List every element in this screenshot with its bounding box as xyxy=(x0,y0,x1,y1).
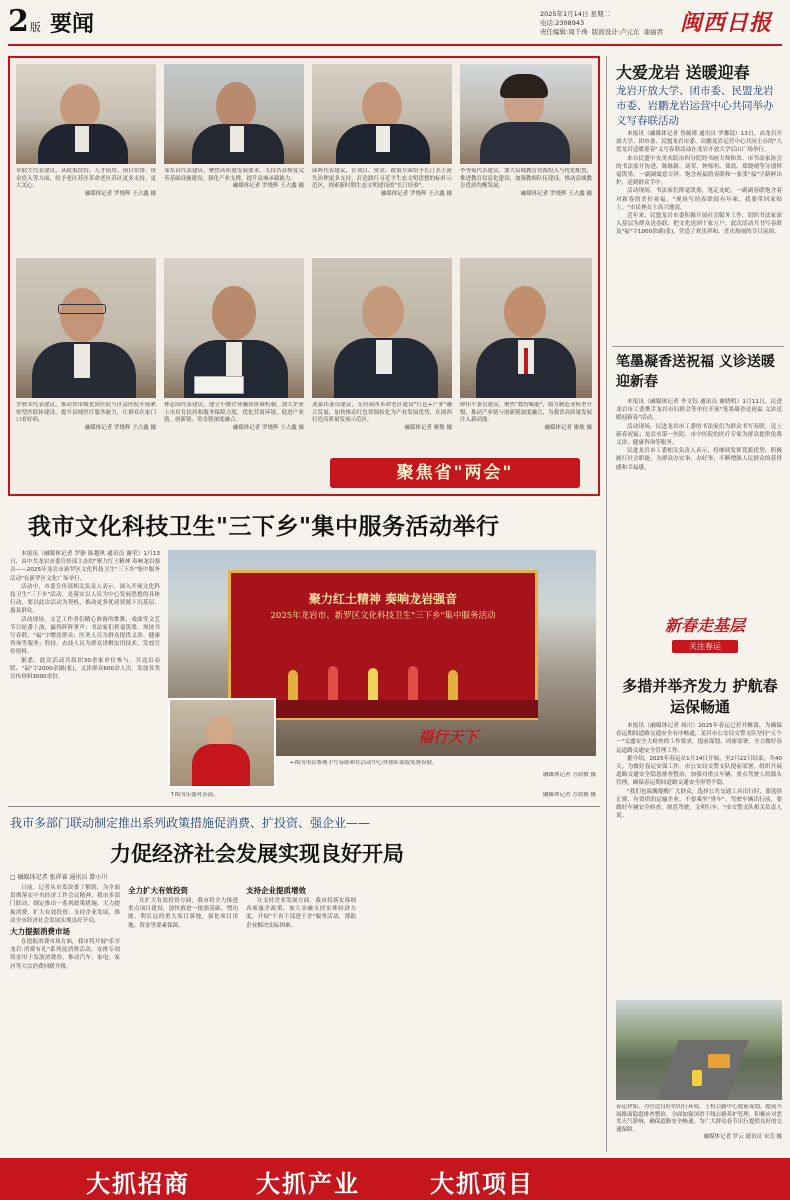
economy-col-2 xyxy=(128,884,238,1152)
delegate-caption-7 xyxy=(312,402,452,454)
inset-photo xyxy=(168,698,276,788)
delegate-caption-3 xyxy=(312,168,452,252)
delegate-photo-1 xyxy=(16,64,156,164)
masthead-logo: 闽西日报 xyxy=(680,10,773,36)
page-number-value: 2 xyxy=(8,4,29,39)
page-number xyxy=(8,4,94,39)
header-phone: 电话:2308943 xyxy=(540,19,585,27)
story3-title: 多措并举齐发力 护航春运保畅通 xyxy=(622,677,778,716)
story3-paragraph: "我们也温馨提醒广大群众，选择公共交通工具出行时，要选择正规、有资质的运输企业，不要乘坐"黑车"。驾驶车辆出行前，要做好车辆安全检查，规范驾驶，文明行车。"市交警支队相关负责人说。 xyxy=(616,788,782,820)
economy-paragraph: 日前，记者从市发改委了解到，为全面贯彻落实中央经济工作会议精神，我市多部门联动，制定推出一系列政策措施，大力提振消费、扩大有效投资、支持企业发展，推动全市经济社会发展实现良好开局。 xyxy=(10,885,120,924)
spring-tag-sub: 关注春运 xyxy=(672,640,738,653)
caption-text: 邹东昌代表建议，聚焦高质量发展要求，支持各县恢复完善基础设施建设，强化产业支撑，提升县城承载能力。 xyxy=(164,168,304,182)
economy-paragraph: 在扩大有效投资方面，我市将全力推进重点项目建设，加快推进一批强基础、增功能、利长远的重大项目落地，强化项目用地、资金等要素保障。 xyxy=(128,898,238,929)
caption-byline: 融媒体记者 罗烧辉 王占鑫 摄 xyxy=(380,190,452,197)
economy-subhead: 全力扩大有效投资 xyxy=(128,886,188,895)
road-photo xyxy=(616,1000,782,1100)
header-editor: 责任编辑:周千珠 xyxy=(540,28,588,36)
footer-slogan-3: 大抓项目 xyxy=(430,1169,534,1198)
divider xyxy=(612,346,784,347)
section-title: 要闻 xyxy=(49,11,94,37)
delegate-photo-8 xyxy=(460,258,592,398)
caption-text: 廖伟平委员建议，聚焦"数智赋能"，助力制造业转型升级，推动产业链与创新链深度融合，为我省高质量发展注入新动能。 xyxy=(460,402,592,424)
delegate-photo-2 xyxy=(164,64,304,164)
header-proofreader: 谢丽君 xyxy=(643,28,664,36)
stage-banner-line2: 2025年龙岩市、新罗区文化科技卫生"三下乡"集中服务活动 xyxy=(270,611,496,621)
caption-byline: 融媒体记者 罗烧辉 王占鑫 摄 xyxy=(520,190,592,197)
caption-byline: 融媒体记者 罗烧辉 王占鑫 摄 xyxy=(84,190,156,197)
main-paragraph: 据悉，此次活动共组织30余家单位参与，共送出春联、"福"字2000余副(张)，义诊群众600余人次，发放各类宣传资料3000余份。 xyxy=(10,657,160,681)
story1-paragraph: 来自民盟中央美术院市四分院的书画大师和省、市书法家协会的书法家开协进、陈继新、刘荣、钟炼明、郑晨、郑晓晴等分别挥毫泼墨，一副副寓意吉祥、饱含祝福的春联和一张张"福"字新鲜出炉，送到群众手中。 xyxy=(616,155,782,187)
road-photo-caption xyxy=(616,1104,782,1156)
economy-title: 力促经济社会发展实现良好开局 xyxy=(110,841,404,866)
caption-byline: 融媒体记者 姬敏 摄 xyxy=(544,424,592,431)
caption-text: 章联生代表建议，从政策扶持、人才使用、项目安排、资金投入等方面，给予老区苏区革命老区苏区更多支持、更大关心。 xyxy=(16,168,156,190)
story3-paragraph: 本报讯（融媒体记者 周川）2025年春运已拉开帷幕，为确保春运期间道路交通安全有序畅通，龙岩市公安局交警支队坚持"五个一"交通安全大检查的工作要求，提前谋划、周密部署，全力做好春运道路交通安全管理工作。 xyxy=(616,723,782,754)
delegate-caption-6 xyxy=(164,402,304,490)
economy-col-3 xyxy=(246,884,356,1152)
stage-banner-line1: 聚力红土精神 奏响龙岩强音 xyxy=(308,592,458,606)
economy-paragraph: 在提振消费市场方面，我市将开展"乐享龙岩·消费有礼"系列促消费活动，安排专项资金用于发放消费券，推动汽车、家电、家居等大宗消费回暖升级。 xyxy=(10,939,120,970)
caption-byline: 融媒体记者 姬敏 摄 xyxy=(404,424,452,431)
road-caption-byline: 融媒体记者 罗云 通讯员 宋芳 摄 xyxy=(703,1134,782,1141)
page-number-unit: 版 xyxy=(29,21,41,34)
stage-photo-caption: ←图为市民参观手写春联和在活动中心外排队领取免费春联。 xyxy=(290,760,438,766)
stage-sign-right: 福行天下 xyxy=(418,728,479,746)
economy-subhead: 支持企业提质增效 xyxy=(246,886,306,895)
column-divider xyxy=(606,56,607,1152)
story2-paragraph: 本报讯（融媒体记者 李文钰 通讯员 谢晓明）1月11日，民进龙岩市工委携手龙岩市妇联会等单位开展"笔墨凝香送祝福 义诊送暖迎新春"活动。 xyxy=(616,399,782,422)
inset-photo-byline: 融媒体记者 方晨敏 摄 xyxy=(543,792,596,798)
page-header xyxy=(0,0,790,50)
story2-paragraph: 民进龙岩市工委相关负责人表示，将继续发挥党派优势，积极履行社会职能，为群众办实事、办好事，不断增强人民群众的获得感和幸福感。 xyxy=(616,448,782,471)
story3-paragraph: 据介绍，2025年春运从1月14日开始，至2月22日结束，共40天。为做好春运安保工作，市公安局交警支队提前部署，组织开展道路交通安全隐患排查整治，加强对重点车辆、重点驾驶人的源头管理，确保春运期间道路交通安全形势平稳。 xyxy=(616,755,782,787)
caption-byline: 融媒体记者 罗烧辉 王占鑫 摄 xyxy=(84,424,156,431)
delegate-caption-1 xyxy=(16,168,156,252)
inset-caption: ↑图为乐器对表演。 xyxy=(170,792,219,798)
main-paragraph: 本报讯（融媒体记者 罗静 陈越琪 通讯员 谢荣）1月13日，由中共龙岩市委宣传部主办的"聚力红土精神 奏响龙岩强音——2025年龙岩市新罗区文化科技卫生"三下乡"集中服务活动"在新罗区文化广场举行。 xyxy=(10,551,160,582)
story1-title: 大爱龙岩 送暖迎春 xyxy=(616,63,750,82)
story1-subtitle: 龙岩开放大学、团市委、民盟龙岩市委、岩鹏龙岩运营中心共同举办义写春联活动 xyxy=(616,85,774,127)
main-paragraph: 活动现场，文艺工作者们精心准备的歌舞、戏曲等文艺节目轮番上演，赢得阵阵掌声；书法家们挥毫泼墨，现场书写春联、"福"字赠送群众；医务人员为群众提供义诊、健康咨询等服务；科技、农技人员为群众讲解实用技术，发放宣传资料。 xyxy=(10,616,160,656)
story1-paragraph: 活动现场，书法家们挥毫泼墨，笔走龙蛇，一副副春联饱含着对新春的美好祝福。"现场写的春联很有年味，我要带回家贴上。"市民林女士高兴地说。 xyxy=(616,188,782,211)
story1-paragraph: 本报讯（融媒体记者 曾薇瑾 通讯员 罗馨镜）13日，由龙岩开放大学、团市委、民盟龙岩市委、岩鹏龙岩运营中心共同主办的"大爱龙岩送暖迎春"义写春联活动在龙岩开放大学后山广场举行。 xyxy=(616,131,782,154)
header-rule xyxy=(8,44,782,46)
economy-subhead: 大力提振消费市场 xyxy=(10,927,70,937)
spring-tag xyxy=(640,614,770,664)
delegate-caption-2 xyxy=(164,168,304,252)
lianghui-tag xyxy=(330,458,580,488)
header-designer: 版面设计:卢元东 xyxy=(591,28,640,36)
lianghui-tag-text: 聚焦省"两会" xyxy=(396,463,514,483)
delegate-photo-4 xyxy=(460,64,592,164)
caption-byline: 融媒体记者 罗烧辉 王占鑫 摄 xyxy=(232,424,304,431)
caption-text: 林志国代表建议，建立小微企业融资协调机制，加大企业上市培育扶持和服务保障力度，优化营商环境，促进产业链、创新链、资金链深度融合。 xyxy=(164,402,304,424)
header-date: 2025年1月14日 xyxy=(540,10,589,18)
delegate-photo-3 xyxy=(312,64,452,164)
delegate-photo-7 xyxy=(312,258,452,398)
main-paragraph: 活动中，市委宣传部相关负责人表示，深入开展文化科技卫生"三下乡"活动，是落实以人民为中心发展思想的具体行动，要以此次活动为契机，推动更多优质资源下沉基层、惠及群众。 xyxy=(10,583,160,615)
story2-title: 笔墨凝香送祝福 义诊送暖迎新春 xyxy=(616,354,775,390)
header-weekday: 星期二 xyxy=(590,10,611,18)
delegate-caption-5 xyxy=(16,402,156,490)
story2-body xyxy=(616,398,782,610)
economy-kicker: 我市多部门联动制定推出系列政策措施促消费、扩投资、强企业—— xyxy=(10,816,371,830)
caption-byline: 融媒体记者 罗烧辉 王占鑫 摄 xyxy=(232,183,304,190)
story1-body xyxy=(616,130,782,342)
main-body xyxy=(10,550,160,840)
header-meta xyxy=(540,10,663,37)
economy-byline: □ 融媒体记者 张祥睿 通讯员 曾小川 xyxy=(10,874,108,881)
delegate-caption-4 xyxy=(460,168,592,252)
caption-text: 刘嘉伟委员建议，支持闽西革命老区建设"红色+产业"融合发展，加快推动红色资源转化为产业发展优势，在闽西打造高质量发展示范区。 xyxy=(312,402,452,424)
footer-banner xyxy=(0,1158,790,1200)
spring-tag-title: 新春走基层 xyxy=(664,616,745,635)
delegate-photo-6 xyxy=(164,258,304,398)
caption-text: 邱晖代表建议，在项目、资金、政策方面给予长汀水土流失治理更多支持，打造践行习近平生态文明思想的标杆示范区，探索新时期生态文明建设的"长汀经验"。 xyxy=(312,168,452,190)
caption-text: 罗秋荣代表建议，推动省市级优质医院与区县医院开展紧密型医联体建设，提升县域医疗服务能力，让群众在家门口看好病。 xyxy=(16,402,156,424)
stage-photo-byline: 融媒体记者 方晨敏 摄 xyxy=(543,772,596,778)
story2-paragraph: 活动现场，民进龙岩市工委的书法家们为群众书写春联，送上新春祝福；龙岩市第一医院、市中医院的医疗专家为群众提供免费义诊、健康咨询等服务。 xyxy=(616,423,782,447)
story3-body xyxy=(616,722,782,992)
economy-paragraph: 在支持企业发展方面，我市将落实落细各项惠企政策，加大金融支持实体经济力度，开展"千名干部进千企"服务活动，帮助企业解决实际困难。 xyxy=(246,898,356,929)
delegate-caption-8 xyxy=(460,402,592,454)
footer-slogan-2: 大抓产业 xyxy=(256,1169,360,1198)
road-caption-text: 春运伊始，为营造良好的出行环境，上杭公路中心提前谋划，提前开展路面隐患排查整治，全面加强国省干线公路养护管理，积极应对恶劣天气影响，确保道路安全畅通，为广大群众春节出行提供良好的交通保障。 xyxy=(616,1104,782,1133)
story1-paragraph: 近年来，民盟龙岩市委积极开展社会服务工作，组织书法家深入基层为群众送春联，把文化送到千家万户。此次活动共书写春联及"福"字1000余副(张)，营造了欢乐祥和、喜庆热闹的节日氛围。 xyxy=(616,213,782,236)
delegate-photo-5 xyxy=(16,258,156,398)
caption-text: 李秀菊代表建议，加大县域教育资源投入与优化配置，推进教育信息化建设，加强教师队伍建设，推动县域教育优质均衡发展。 xyxy=(460,168,592,190)
section-divider xyxy=(8,806,600,807)
footer-slogan-1: 大抓招商 xyxy=(86,1169,190,1198)
economy-col-1 xyxy=(10,884,120,1152)
main-title: 我市文化科技卫生"三下乡"集中服务活动举行 xyxy=(28,513,500,540)
